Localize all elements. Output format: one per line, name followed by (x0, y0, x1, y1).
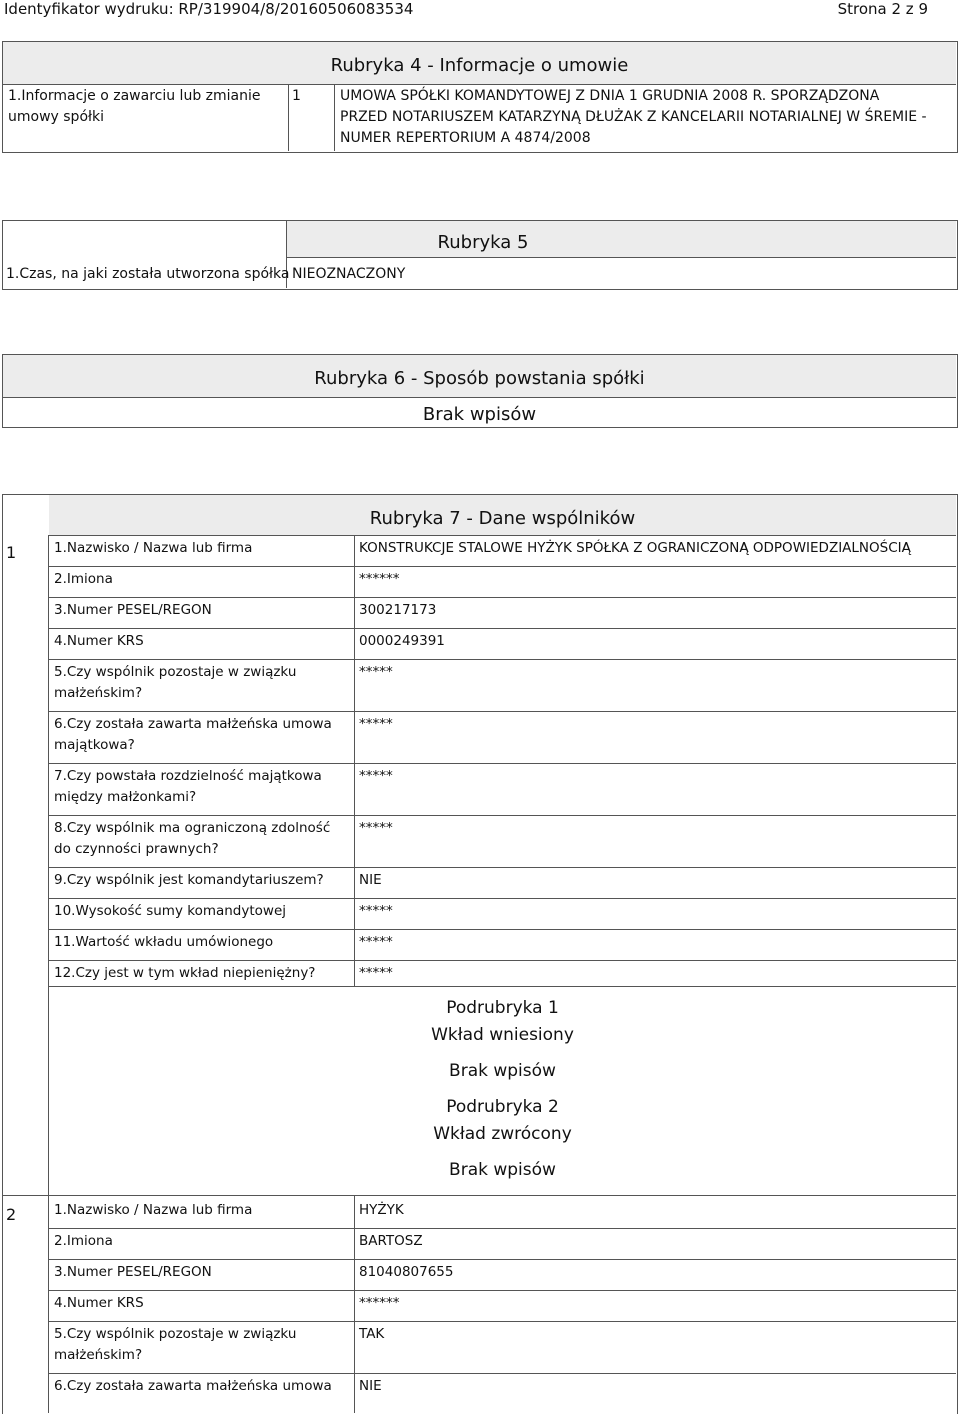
partner2-label: 4.Numer KRS (54, 1295, 144, 1311)
partner1-row-line (49, 566, 956, 567)
partner1-value: ***** (359, 820, 393, 836)
partner1-row-line (49, 867, 956, 868)
partner1-sub-separator (49, 986, 956, 987)
partner1-value: ***** (359, 903, 393, 919)
partner1-label: 9.Czy wspólnik jest komandytariuszem? (54, 872, 324, 888)
partner1-value: ***** (359, 934, 393, 950)
partner1-value: KONSTRUKCJE STALOWE HYŻYK SPÓŁKA Z OGRANICZONĄ ODPOWIEDZIALNOŚCIĄ (359, 540, 911, 556)
partner2-value: ****** (359, 1295, 400, 1311)
rubryka4-title: Rubryka 4 - Informacje o umowie (330, 55, 629, 76)
partner2-label: 5.Czy wspólnik pozostaje w związku małżeńskim? (54, 1326, 297, 1363)
partner1-row-line (49, 898, 956, 899)
partner1-label: 4.Numer KRS (54, 633, 144, 649)
partner2-value: BARTOSZ (359, 1233, 423, 1249)
partner1-row-line (49, 711, 956, 712)
partner1-number: 1 (6, 543, 17, 562)
partner2-value: 81040807655 (359, 1264, 454, 1280)
partner1-row-line (49, 597, 956, 598)
sub1-subtitle: Wkład wniesiony (431, 1025, 574, 1045)
partner1-value: ***** (359, 716, 393, 732)
partner2-label: 6.Czy została zawarta małżeńska umowa (54, 1378, 332, 1394)
rubryka7-num-divider (48, 535, 49, 1413)
partner1-row-line (49, 960, 956, 961)
partner2-number: 2 (6, 1205, 17, 1224)
partner1-value: ***** (359, 965, 393, 981)
partner1-label: 3.Numer PESEL/REGON (54, 602, 212, 618)
partner2-row-line (49, 1290, 956, 1291)
partner1-label: 11.Wartość wkładu umówionego (54, 934, 274, 950)
sub2-subtitle: Wkład zwrócony (433, 1124, 572, 1144)
partner2-label: 3.Numer PESEL/REGON (54, 1264, 212, 1280)
partner2-label: 2.Imiona (54, 1233, 113, 1249)
partner1-row-line (49, 815, 956, 816)
partner1-value: NIE (359, 872, 382, 888)
partner1-label: 5.Czy wspólnik pozostaje w związku małżeńskim? (54, 664, 297, 701)
rubryka5-title: Rubryka 5 (437, 232, 529, 253)
rubryka4-divider-b (334, 85, 335, 151)
partner2-value: HYŻYK (359, 1202, 404, 1218)
partner1-label: 12.Czy jest w tym wkład niepieniężny? (54, 965, 316, 981)
rubryka7-title: Rubryka 7 - Dane wspólników (369, 508, 636, 529)
sub2-title: Podrubryka 2 (446, 1097, 559, 1117)
partner1-label: 1.Nazwisko / Nazwa lub firma (54, 540, 253, 556)
partner1-label: 6.Czy została zawarta małżeńska umowa majątkowa? (54, 716, 332, 753)
sub1-title: Podrubryka 1 (446, 998, 559, 1018)
partner1-row-line (49, 763, 956, 764)
partner1-row-line (49, 929, 956, 930)
partner1-label: 10.Wysokość sumy komandytowej (54, 903, 287, 919)
partner1-row-line (49, 659, 956, 660)
page-number: Strona 2 z 9 (837, 0, 928, 18)
partner2-value: NIE (359, 1378, 382, 1394)
sub2-empty: Brak wpisów (449, 1160, 556, 1180)
partner1-value: ****** (359, 571, 400, 587)
partner1-value: ***** (359, 664, 393, 680)
partner1-value: 300217173 (359, 602, 437, 618)
rubryka5-label: 1.Czas, na jaki została utworzona spółka (6, 266, 290, 282)
rubryka6-empty: Brak wpisów (422, 404, 537, 425)
sub1-empty: Brak wpisów (449, 1061, 556, 1081)
rubryka4-value: UMOWA SPÓŁKI KOMANDYTOWEJ Z DNIA 1 GRUDNIA 2008 R. SPORZĄDZONA PRZED NOTARIUSZEM KATARZYNĄ DŁUŻAK Z KANCELARII NOTARIALNEJ W ŚREMIE - NUMER REPERTORIUM A 4874/2008 (340, 88, 927, 146)
partner2-row-line (49, 1228, 956, 1229)
partner2-separator (2, 1195, 956, 1196)
partner1-label: 7.Czy powstała rozdzielność majątkowa między małżonkami? (54, 768, 322, 805)
rubryka6-title: Rubryka 6 - Sposób powstania spółki (314, 368, 645, 389)
partner2-row-line (49, 1259, 956, 1260)
rubryka4-num: 1 (292, 88, 301, 104)
partner1-value: ***** (359, 768, 393, 784)
partner2-row-line (49, 1373, 956, 1374)
partner1-value: 0000249391 (359, 633, 445, 649)
partner1-label: 8.Czy wspólnik ma ograniczoną zdolność do czynności prawnych? (54, 820, 331, 857)
rubryka4-label: 1.Informacje o zawarciu lub zmianie umowy spółki (8, 88, 261, 125)
partner2-label: 1.Nazwisko / Nazwa lub firma (54, 1202, 253, 1218)
partner2-value: TAK (359, 1326, 385, 1342)
partner1-row-line (49, 628, 956, 629)
partner1-label: 2.Imiona (54, 571, 113, 587)
partner1-col-divider (354, 535, 355, 986)
rubryka5-value: NIEOZNACZONY (292, 266, 406, 282)
partner2-row-line (49, 1321, 956, 1322)
print-identifier: Identyfikator wydruku: RP/319904/8/20160506083534 (4, 0, 414, 18)
rubryka4-divider-a (288, 85, 289, 151)
